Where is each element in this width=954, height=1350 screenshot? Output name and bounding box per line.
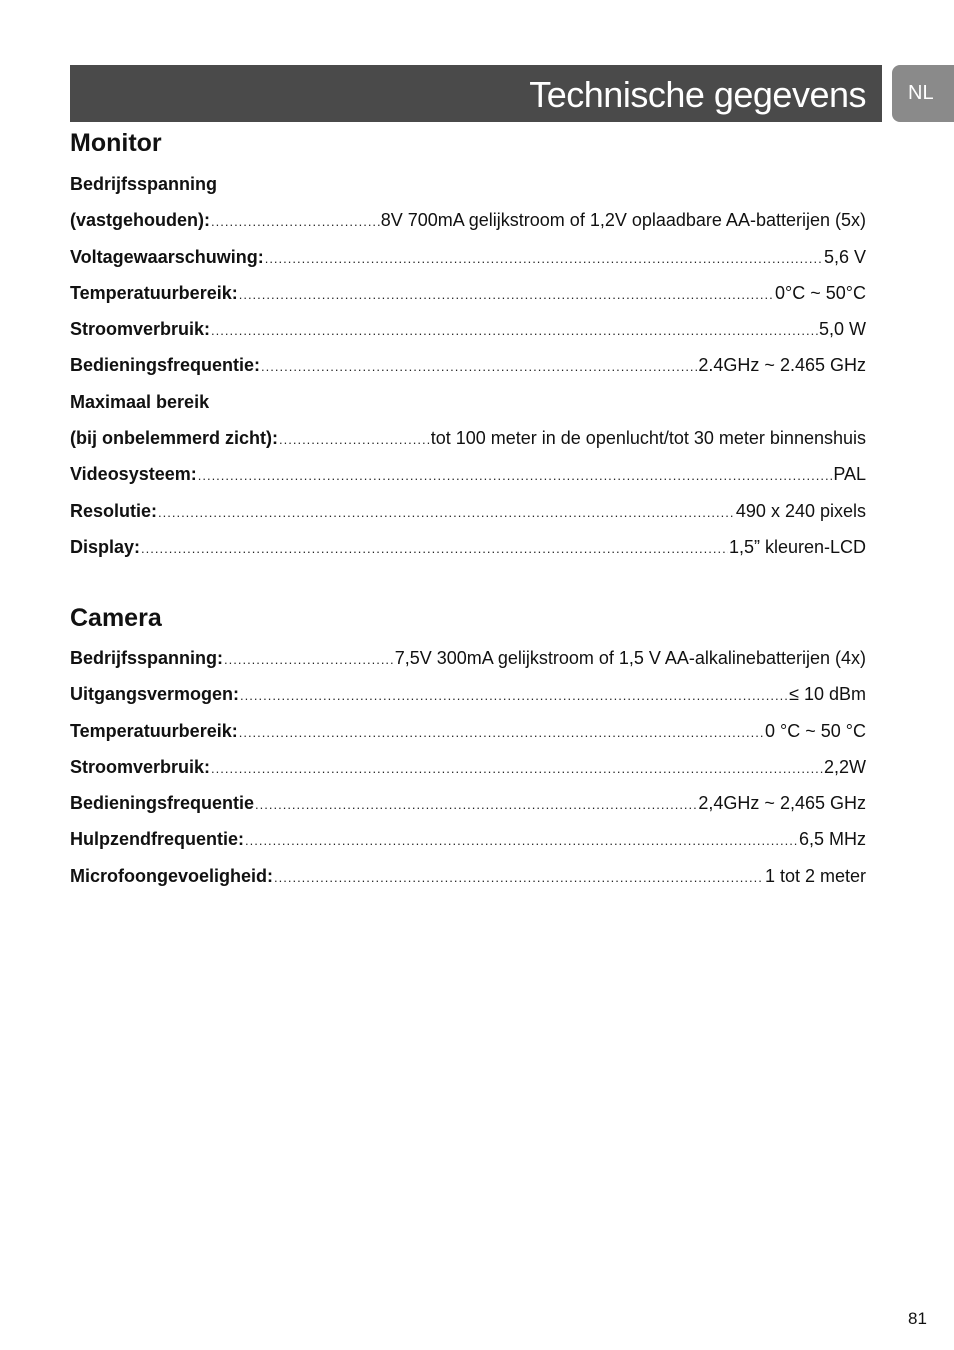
spec-row <box>70 239 866 275</box>
spec-value: 5,6 V <box>823 246 866 267</box>
spec-value: 0°C ~ 50°C <box>775 282 866 303</box>
spec-value: 0 °C ~ 50 °C <box>765 720 866 741</box>
spec-row <box>70 785 866 821</box>
spec-row <box>70 311 866 347</box>
monitor-section <box>70 128 866 565</box>
spec-label: Temperatuurbereik: <box>70 282 238 303</box>
dot-leader <box>198 458 833 492</box>
spec-value: 1 tot 2 meter <box>764 865 866 886</box>
spec-row <box>70 275 866 311</box>
dot-leader <box>240 678 788 712</box>
spec-row <box>70 384 866 420</box>
spec-label: Temperatuurbereik: <box>70 720 238 741</box>
spec-row <box>70 420 866 456</box>
spec-label: Stroomverbruik: <box>70 756 211 777</box>
spec-label: (vastgehouden): <box>70 210 211 231</box>
dot-leader <box>211 313 818 347</box>
monitor-heading: Monitor <box>70 129 162 157</box>
spec-row <box>70 640 866 676</box>
spec-label: Bedrijfsspanning: <box>70 648 224 668</box>
spec-row <box>70 529 866 565</box>
spec-label: Resolutie: <box>70 500 158 521</box>
spec-value: 1,5” kleuren-LCD <box>728 536 866 557</box>
dot-leader <box>158 495 735 529</box>
spec-value: 6,5 MHz <box>798 829 866 850</box>
spec-row <box>70 456 866 492</box>
spec-label: Hulpzendfrequentie: <box>70 829 244 850</box>
spec-value: 5,0 W <box>818 319 866 340</box>
dot-leader <box>274 860 764 894</box>
spec-label: Display: <box>70 536 141 557</box>
dot-leader <box>279 422 430 456</box>
spec-label: Maximaal bereik <box>70 391 210 412</box>
spec-label: Microfoongevoeligheid: <box>70 865 274 886</box>
camera-heading: Camera <box>70 604 162 632</box>
spec-label: Stroomverbruik: <box>70 319 211 340</box>
spec-row <box>70 493 866 529</box>
spec-value: 8V 700mA gelijkstroom of 1,2V oplaadbare AA-batterijen (5x) <box>380 210 866 231</box>
title-bar <box>70 65 882 122</box>
language-tab <box>892 65 954 122</box>
spec-row <box>70 858 866 894</box>
spec-value: 7,5V 300mA gelijkstroom of 1,5 V AA-alkalinebatterijen (4x) <box>394 648 866 668</box>
spec-row <box>70 202 866 238</box>
page-number: 81 <box>908 1309 927 1328</box>
monitor-spec-list <box>70 166 866 565</box>
camera-spec-list <box>70 640 866 894</box>
spec-label: Videosysteem: <box>70 464 197 485</box>
spec-label: Uitgangsvermogen: <box>70 684 240 705</box>
page-title: Technische gegevens <box>529 74 866 115</box>
dot-leader <box>211 751 823 785</box>
camera-section <box>70 603 866 894</box>
spec-label: Bedrijfsspanning <box>70 174 218 194</box>
spec-row <box>70 676 866 712</box>
dot-leader <box>239 277 774 311</box>
spec-value: 2.4GHz ~ 2.465 GHz <box>698 355 866 376</box>
dot-leader <box>224 642 394 676</box>
spec-label: Voltagewaarschuwing: <box>70 246 264 267</box>
spec-value: 490 x 240 pixels <box>735 500 866 521</box>
dot-leader <box>265 241 823 275</box>
spec-value: tot 100 meter in de openlucht/tot 30 meter binnenshuis <box>430 428 866 449</box>
dot-leader <box>211 204 380 238</box>
spec-value: 2,4GHz ~ 2,465 GHz <box>698 793 866 814</box>
language-tab-label: NL <box>908 82 934 104</box>
dot-leader <box>239 715 764 749</box>
spec-row <box>70 749 866 785</box>
dot-leader <box>261 349 697 383</box>
dot-leader <box>255 787 697 821</box>
spec-row <box>70 166 866 202</box>
dot-leader <box>141 531 728 565</box>
spec-value: 2,2W <box>823 756 866 777</box>
spec-row <box>70 347 866 383</box>
spec-value: PAL <box>833 464 866 485</box>
spec-row <box>70 821 866 857</box>
spec-row <box>70 713 866 749</box>
dot-leader <box>245 823 798 857</box>
spec-label: Bedieningsfrequentie <box>70 793 255 814</box>
spec-label: Bedieningsfrequentie: <box>70 355 261 376</box>
spec-value: ≤ 10 dBm <box>789 684 866 705</box>
spec-label: (bij onbelemmerd zicht): <box>70 428 279 449</box>
